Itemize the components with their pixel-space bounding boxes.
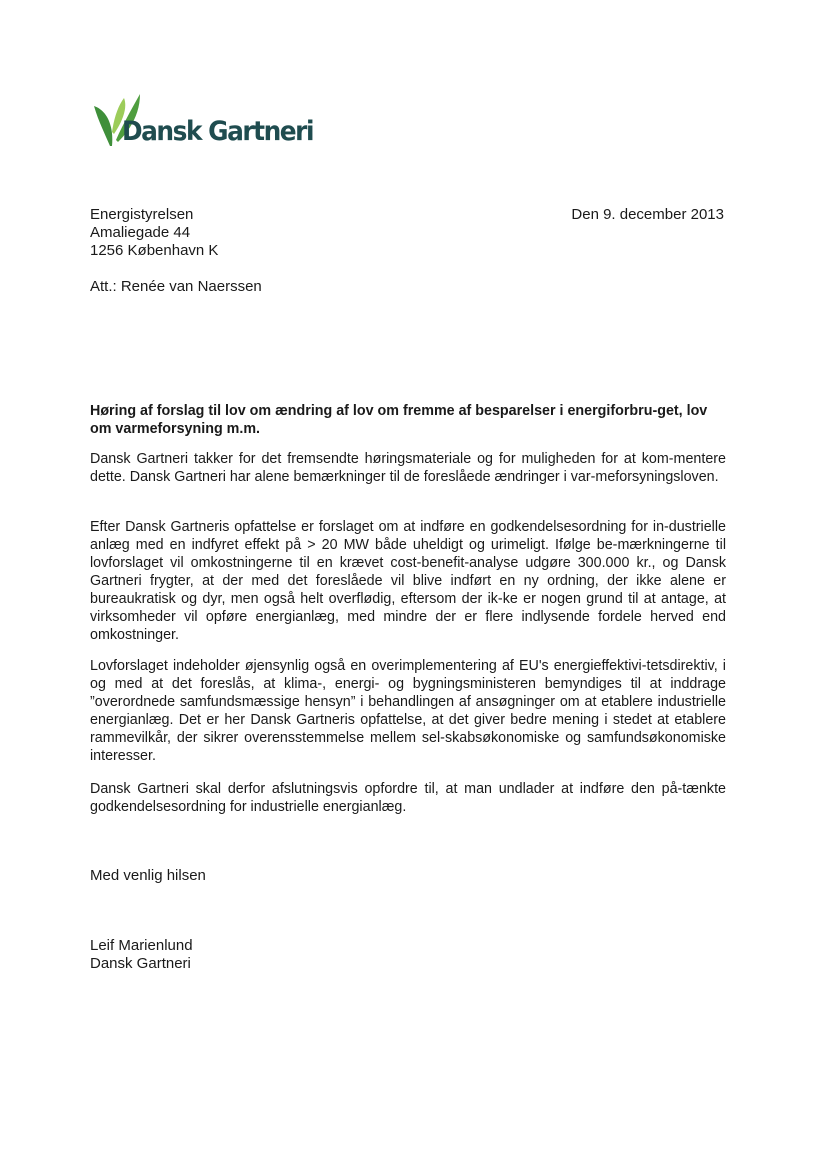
attention-line: Att.: Renée van Naerssen: [90, 278, 262, 295]
recipient-name: Energistyrelsen: [90, 206, 194, 223]
recipient-street: Amaliegade 44: [90, 224, 191, 241]
signature-block: [90, 937, 193, 973]
signature-name: Leif Marienlund: [90, 937, 193, 954]
signature-organization: Dansk Gartneri: [90, 955, 191, 972]
body-paragraph-2: Efter Dansk Gartneris opfattelse er forslaget om at indføre en godkendelsesordning for in-dustrielle anlæg med en indfyret effekt på > 20 MW både uheldigt og urimeligt. Ifølge be-mærkningerne til lovforslaget vil omkostningerne til en krævet cost-benefit-analyse udgøre 300.000 kr., og Dansk Gartneri frygter, at der med det foreslåede vil blive indført en ny ordning, der ikke alene er bureaukratisk og dyr, men også helt overflødig, eftersom der ik-ke er nogen grund til at antage, at virksomheder vil opføre energianlæg, med mindre der er flere indlysende fordele herved end omkostninger.: [90, 519, 726, 643]
body-paragraph-3: Lovforslaget indeholder øjensynlig også en overimplementering af EU's energieffektivi-tetsdirektiv, i og med at det foreslås, at klima-, energi- og bygningsministeren bemyndiges til at inddrage ”overordnede samfundsmæssige hensyn” i behandlingen af ansøgninger om at etablere industrielle energianlæg. Det er her Dansk Gartneris opfattelse, at det giver bedre mening i stedet at etablere rammevilkår, der sikrer overensstemmelse mellem sel-skabsøkonomiske og samfundsøkonomiske interesser.: [90, 658, 726, 764]
body-paragraph-4: Dansk Gartneri skal derfor afslutningsvis opfordre til, at man undlader at indføre den på-tænkte godkendelsesordning for industrielle energianlæg.: [90, 781, 726, 815]
recipient-city: 1256 København K: [90, 242, 219, 259]
logo: [92, 90, 313, 160]
letter-date: Den 9. december 2013: [571, 206, 724, 223]
logo-text: Dansk Gartneri: [122, 116, 313, 147]
closing-salutation: Med venlig hilsen: [90, 867, 206, 884]
recipient-address: [90, 206, 218, 260]
body-paragraph-1: Dansk Gartneri takker for det fremsendte høringsmateriale og for muligheden for at kom-mentere dette. Dansk Gartneri har alene bemærkninger til de foreslåede ændringer i var-meforsyningsloven.: [90, 451, 726, 485]
letter-subject: Høring af forslag til lov om ændring af lov om fremme af besparelser i energiforbru-get, lov om varmeforsyning m.m.: [90, 403, 708, 437]
